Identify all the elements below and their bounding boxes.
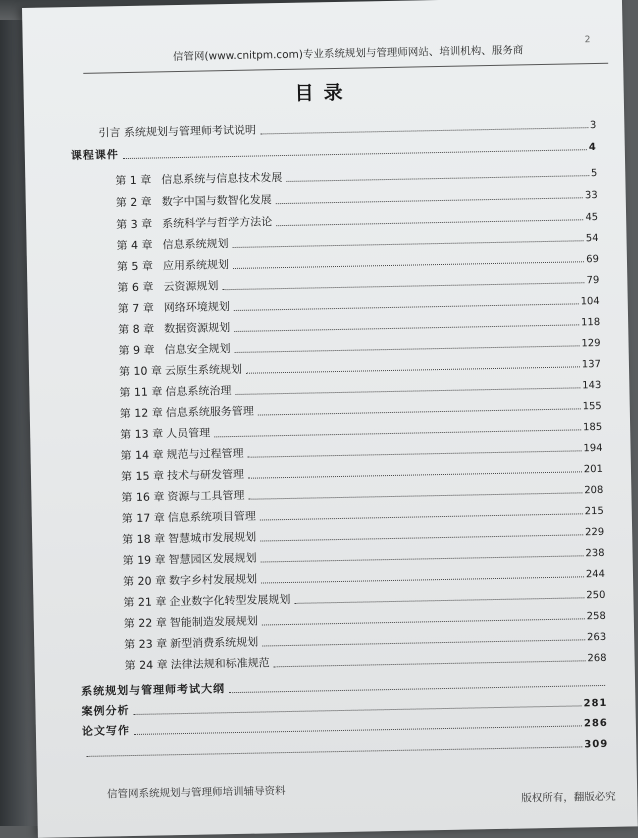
toc-entry-title: 云原生系统规划 [164,362,243,378]
toc-leader-dots [260,534,583,541]
toc-chapter-number: 第 10 章 [118,364,163,379]
toc-leader-dots [222,282,584,290]
toc-chapter-number: 第 9 章 [118,343,155,358]
toc-page-number: 215 [584,505,604,518]
toc-chapter-number: 第 6 章 [117,280,154,295]
toc-leader-dots [276,197,583,204]
page-number: 2 [584,35,591,46]
toc-page-number: 263 [586,631,607,644]
toc-chapter-number: 第 1 章 [115,173,152,188]
toc-page-number: 129 [581,337,601,350]
toc-entry-title: 法律法规和标准规范 [170,656,270,672]
toc-leader-dots [248,450,582,457]
toc-page-number: 309 [584,738,609,751]
toc-leader-dots [261,576,584,583]
toc-page-number: 137 [581,358,602,371]
toc-entry-title: 人员管理 [166,426,211,441]
toc-leader-dots [248,492,582,499]
toc-page-number: 104 [580,295,600,308]
toc-page-number: 5 [590,167,598,180]
toc-leader-dots [246,366,580,373]
toc-leader-dots [260,127,588,134]
toc-page-number: 45 [585,211,599,224]
toc-page-number: 3 [589,119,597,132]
toc-page-number: 118 [580,316,601,329]
toc-chapter-number: 第 24 章 [124,658,168,673]
toc-page-number: 250 [586,589,606,602]
toc-entry-title: 智慧城市发展规划 [168,530,257,546]
toc-entry-title: 新型消费系统规划 [170,635,259,651]
toc-leader-dots [214,429,581,437]
toc-page-number: 79 [586,274,600,287]
toc-entry-title: 智慧园区发展规划 [168,551,257,567]
toc-entry-title: 案例分析 [81,704,130,718]
toc-chapter-number: 第 16 章 [121,490,165,505]
toc-leader-dots [229,685,605,693]
toc-chapter-number: 第 5 章 [116,259,154,274]
toc-page-number: 281 [583,697,608,710]
toc-entry-title: 论文写作 [81,724,131,738]
toc-entry-title: 云资源规划 [163,279,219,294]
toc-chapter-number: 第 19 章 [122,553,166,568]
toc-leader-dots [123,149,587,159]
toc-entry-title: 信息系统规划 [162,237,229,252]
toc-page-number: 268 [587,652,607,665]
toc-chapter-number: 第 7 章 [117,301,154,316]
toc-chapter-row[interactable] [115,163,597,188]
toc-leader-dots [235,387,580,395]
footer-right: 版权所有，翻版必究 [521,790,616,805]
toc-entry-title: 系统规划与管理师考试大纲 [81,682,226,698]
toc-entry-title: 数字中国与数智化发展 [161,193,272,209]
toc-page-number: 258 [586,610,606,623]
toc-chapter-number: 第 4 章 [116,238,153,253]
toc-leader-dots [134,705,582,715]
toc-section-row[interactable] [82,734,608,760]
toc-entry-title: 数据资源规划 [164,321,231,336]
toc-chapter-number: 第 2 章 [115,195,152,210]
toc-leader-dots [261,555,584,562]
header-rule [83,63,608,74]
toc-leader-dots [233,261,584,269]
toc-leader-dots [262,639,585,646]
toc-chapter-number: 第 23 章 [124,637,168,652]
toc-page-number: 201 [583,463,604,476]
toc-entry-title: 引言 系统规划与管理师考试说明 [98,123,257,140]
toc-leader-dots [86,746,582,757]
toc-chapter-number: 第 3 章 [116,217,153,232]
toc-entry-title: 网络环境规划 [163,300,230,315]
toc-page-number: 155 [582,400,602,413]
toc-page-number: 229 [584,526,605,539]
toc-chapter-number: 第 12 章 [119,406,163,421]
toc-page-number: 238 [585,547,605,560]
toc-leader-dots [234,324,579,332]
toc-entry-title: 技术与研发管理 [166,467,245,483]
toc-entry-title: 信息系统服务管理 [165,404,254,420]
toc-entry-title: 数字乡村发展规划 [168,572,258,588]
toc-leader-dots [248,471,582,478]
toc-leader-dots [134,725,582,735]
document-page [22,0,638,838]
footer-left: 信管网系统规划与管理师培训辅导资料 [106,785,286,801]
toc-entry-title: 规范与过程管理 [166,446,244,462]
toc-chapter-number: 第 18 章 [122,532,166,547]
toc-entry-title: 系统科学与哲学方法论 [162,215,273,231]
toc-entry-title: 智能制造发展规划 [169,614,258,630]
page-title: 目录 [294,81,353,105]
toc-section-row[interactable] [71,137,597,163]
toc-chapter-number: 第 11 章 [119,385,163,400]
toc-section-row[interactable] [98,115,596,141]
toc-entry-title: 信息安全规划 [164,342,231,357]
toc-entry-title: 课程课件 [70,148,119,163]
toc-chapter-row[interactable] [124,648,606,673]
toc-leader-dots [294,597,584,604]
toc-chapter-number: 第 17 章 [121,511,165,526]
toc-leader-dots [235,345,580,353]
toc-chapter-number: 第 22 章 [123,616,167,631]
toc-leader-dots [262,618,585,625]
toc-entry-title: 应用系统规划 [162,258,230,273]
toc-leader-dots [258,408,581,415]
toc-page-number: 143 [582,379,602,392]
toc-leader-dots [234,303,579,311]
toc-chapter-number: 第 15 章 [120,469,165,484]
toc-chapter-number: 第 13 章 [120,427,164,442]
toc-chapter-row[interactable] [116,185,598,210]
page-header: 信管网(www.cnitpm.com)专业系统规划与管理师网站、培训机构、服务商 [172,44,524,64]
toc-chapter-number: 第 21 章 [123,595,167,610]
toc-page-number: 4 [588,141,597,154]
toc-chapter-number: 第 20 章 [122,574,167,589]
toc-chapter-number: 第 8 章 [118,322,155,337]
toc-page-number: 33 [584,189,598,202]
toc-page-number: 244 [585,568,606,581]
toc-chapter-number: 第 14 章 [120,448,164,463]
toc-page-number: 208 [584,484,604,497]
toc-page-number: 194 [583,442,603,455]
toc-entry-title: 信息系统治理 [165,384,232,399]
toc-entry-title: 资源与工具管理 [167,488,245,504]
toc-leader-dots [276,219,583,226]
toc-page-number: 54 [585,232,599,245]
toc-leader-dots [286,175,589,182]
toc-entry-title: 信息系统与信息技术发展 [161,171,283,187]
toc-page-number: 185 [582,421,603,434]
toc-entry-title: 企业数字化转型发展规划 [169,592,291,609]
toc-page-number: 69 [586,253,600,266]
toc-leader-dots [233,240,584,248]
toc-leader-dots [274,660,586,667]
toc-page-number: 286 [583,717,608,730]
toc-leader-dots [260,513,583,520]
toc-entry-title: 信息系统项目管理 [167,509,256,525]
